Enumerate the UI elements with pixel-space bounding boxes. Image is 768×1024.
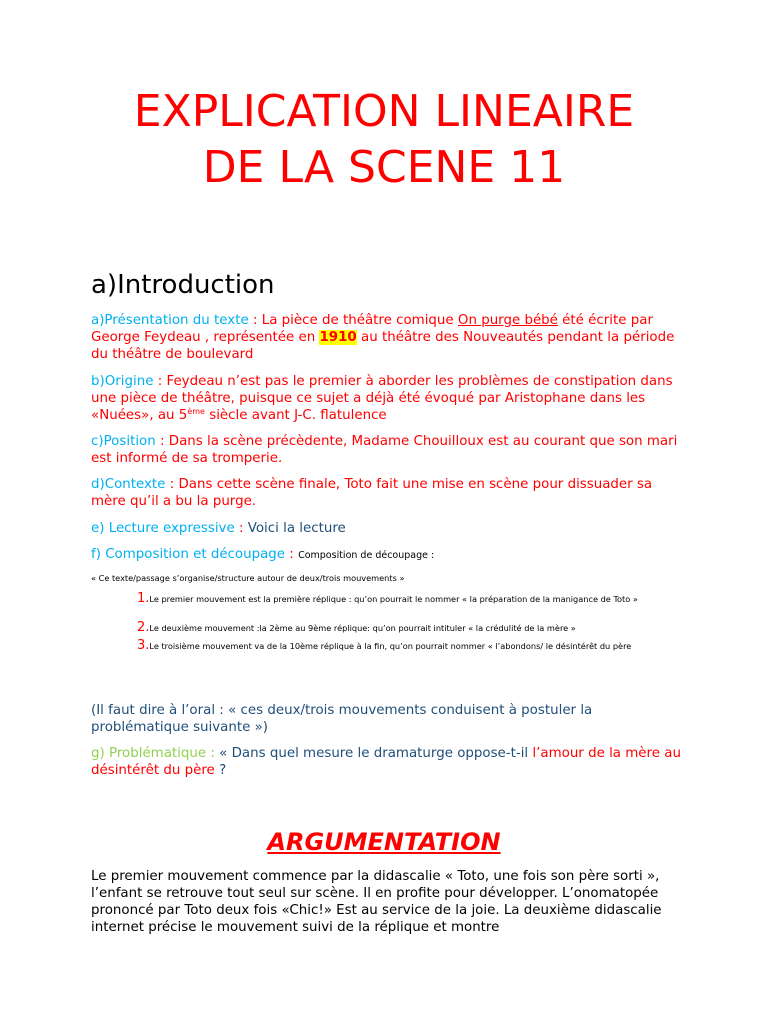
play-title: On purge bébé <box>457 313 558 328</box>
text-origine-1: Feydeau n’est pas le premier à aborder les problèmes de constipation dans une pièce de théâtre, puisque ce sujet a déjà été évoqué par Aristophane dans les «Nuées», au 5 <box>91 374 673 423</box>
text-problematique-3: ? <box>214 763 227 778</box>
separator: : <box>285 547 299 562</box>
paragraph-presentation <box>91 312 691 363</box>
composition-quote: « Ce texte/passage s’organise/structure autour de deux/trois mouvements » <box>91 573 405 583</box>
separator: : <box>155 434 169 449</box>
label-presentation: a)Présentation du texte <box>91 313 249 328</box>
separator: : <box>153 374 167 389</box>
label-lecture: e) Lecture expressive <box>91 521 235 536</box>
text-presentation-3: au théâtre des Nouveautés pendant la période du théâtre de boulevard <box>91 330 675 362</box>
movement-number: 2. <box>137 620 150 635</box>
movement-text: Le troisième mouvement va de la 10ème réplique à la fin, qu’on pourrait nommer « l’abondons/ le désintérêt du père <box>149 641 632 651</box>
text-problematique-2: l’amour de la mère au désintérêt du père <box>91 746 681 778</box>
movement-text: Le deuxième mouvement :la 2ème au 9ème réplique: qu’on pourrait intituler « la crédulité de la mère » <box>149 623 576 633</box>
text-origine-2: siècle avant J-C. flatulence <box>204 408 387 423</box>
page-title <box>0 84 768 196</box>
paragraph-origine <box>91 373 691 424</box>
text-contexte: Dans cette scène finale, Toto fait une mise en scène pour dissuader sa mère qu’il a bu la purge. <box>91 477 653 509</box>
text-composition-small: Composition de découpage : <box>298 550 435 561</box>
section-heading: a)Introduction <box>91 270 275 300</box>
label-position: c)Position <box>91 434 156 449</box>
separator: : <box>248 313 262 328</box>
paragraph-lecture <box>91 520 691 537</box>
text-position: Dans la scène précèdente, Madame Chouilloux est au courant que son mari est informé de sa tromperie. <box>91 434 678 466</box>
argumentation-body: Le premier mouvement commence par la didascalie « Toto, une fois son père sorti », l’enfant se retrouve tout seul sur scène. Il en profite pour développer. L’onomatopée prononcé par Toto deux fois «Chic!» Est au service de la joie. La deuxième didascalie internet précise le mouvement suivi de la réplique et montre <box>91 869 662 935</box>
superscript-eme: ème <box>187 407 205 416</box>
paragraph-position <box>91 433 691 467</box>
text-presentation-1: La pièce de théâtre comique <box>261 313 458 328</box>
paragraph-contexte <box>91 476 691 510</box>
text-presentation-2: été écrite par George Feydeau , représentée en <box>91 313 653 345</box>
separator: : <box>165 477 179 492</box>
movement-number: 3. <box>137 638 150 653</box>
title-line-1: EXPLICATION LINEAIRE <box>133 86 635 137</box>
argumentation-heading: ARGUMENTATION <box>267 828 501 856</box>
text-problematique-1: « Dans quel mesure le dramaturge oppose-t-il <box>219 746 533 761</box>
paragraph-composition <box>91 546 691 564</box>
movement-2 <box>137 622 667 634</box>
movement-number: 1. <box>137 591 150 606</box>
label-problematique: g) Problématique : <box>91 746 215 761</box>
separator: : <box>234 521 248 536</box>
movement-1 <box>137 593 667 605</box>
text-lecture: Voici la lecture <box>247 521 346 536</box>
label-composition: f) Composition et découpage <box>91 547 286 562</box>
label-contexte: d)Contexte <box>91 477 166 492</box>
movement-3 <box>137 640 667 652</box>
paragraph-problematique <box>91 745 691 779</box>
year-highlight: 1910 <box>319 330 357 345</box>
title-line-2: DE LA SCENE 11 <box>202 142 566 193</box>
movement-text: Le premier mouvement est la première réplique : qu’on pourrait le nommer « la préparation de la manigance de Toto » <box>149 594 638 604</box>
paragraph-oral: (Il faut dire à l’oral : « ces deux/trois mouvements conduisent à postuler la problématique suivante ») <box>91 703 593 735</box>
label-origine: b)Origine <box>91 374 154 389</box>
